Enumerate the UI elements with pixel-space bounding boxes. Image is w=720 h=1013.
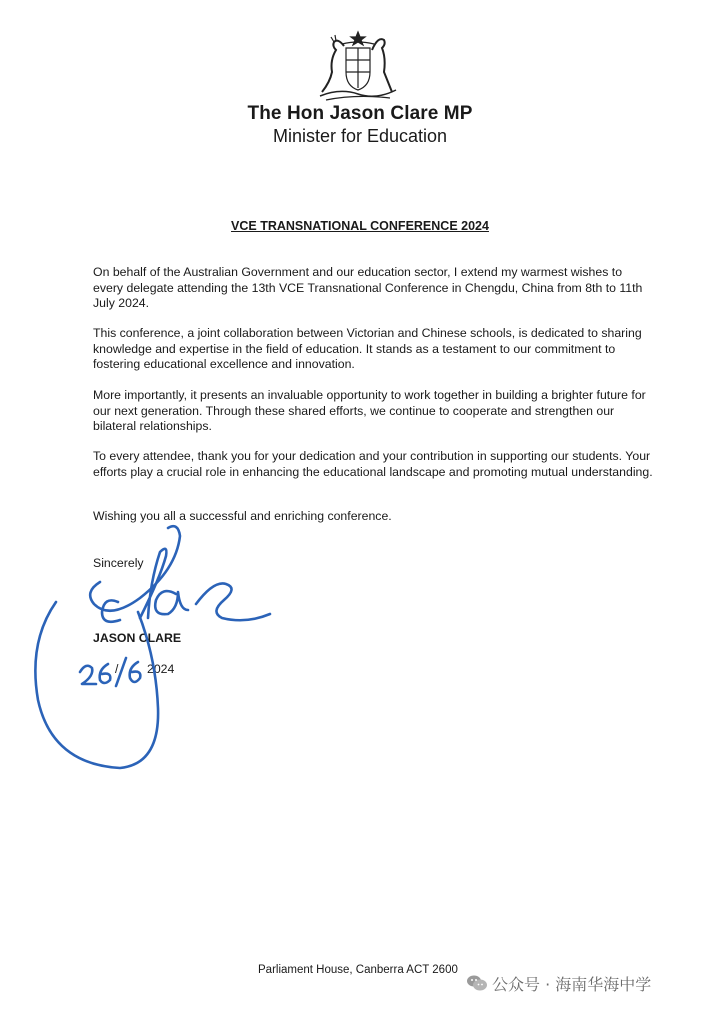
body-paragraph: Wishing you all a successful and enriching conference. <box>93 509 392 523</box>
signer-name: JASON CLARE <box>93 631 182 645</box>
minister-name: The Hon Jason Clare MP <box>247 103 473 124</box>
letter-subject: VCE TRANSNATIONAL CONFERENCE 2024 <box>231 219 489 233</box>
minister-role: Minister for Education <box>272 126 448 146</box>
date-year: 2024 <box>147 662 175 676</box>
body-paragraph: This conference, a joint collaboration between Victorian and Chinese schools, is dedicated to sharing knowledge and expertise in the field of education. It stands as a testament to our commitment to fostering educational excellence and innovation. <box>93 326 642 371</box>
body-paragraph: More importantly, it presents an invaluable opportunity to work together in building a brighter future for our next generation. Through these shared efforts, we continue to cooperate and strengthen our bilateral relationships. <box>93 388 646 433</box>
watermark-text <box>492 972 651 995</box>
wechat-icon <box>466 974 488 992</box>
closing-salutation: Sincerely <box>93 556 144 570</box>
watermark-label: 公众号 · 海南华海中学 <box>492 975 652 994</box>
coat-of-arms-icon <box>312 30 404 104</box>
body-paragraph: To every attendee, thank you for your dedication and your contribution in supporting our students. Your efforts play a crucial role in enhancing the educational landscape and promoting mutual understanding. <box>93 449 653 479</box>
letter-footer-address: Parliament House, Canberra ACT 2600 <box>258 964 458 976</box>
date-separator: / <box>115 662 119 676</box>
body-paragraph: On behalf of the Australian Government and our education sector, I extend my warmest wishes to every delegate attending the 13th VCE Transnational Conference in Chengdu, China from 8th to 11th July 2024. <box>93 265 643 310</box>
